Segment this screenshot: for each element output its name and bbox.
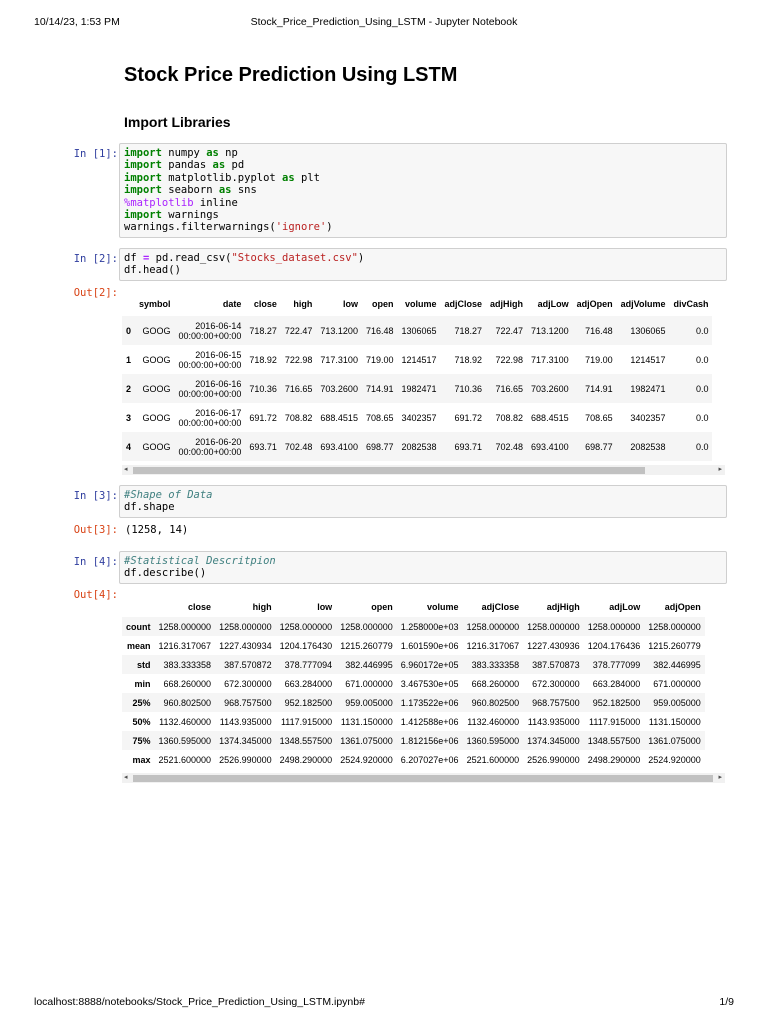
- table-cell: 722.98: [284, 354, 313, 365]
- table-cell: 1258.000000: [648, 621, 701, 632]
- table-cell: 693.71: [249, 441, 277, 452]
- table-cell: 2498.290000: [279, 754, 333, 765]
- column-header: adjVolume: [620, 299, 666, 309]
- shape-output: (1258, 14): [125, 524, 189, 536]
- code-cell-shape[interactable]: #Shape of Data df.shape: [119, 485, 727, 518]
- table-cell: 1117.915000: [280, 716, 333, 727]
- table-cell: 1258.000000: [219, 621, 272, 632]
- table-cell: 2082538: [401, 441, 437, 452]
- section-heading: Import Libraries: [124, 114, 231, 130]
- table-cell: 698.77: [585, 441, 613, 452]
- table-cell: 698.77: [365, 441, 394, 452]
- column-header: adjLow: [537, 299, 569, 309]
- table-cell: 1214517: [630, 354, 666, 365]
- table-cell: 3.467530e+05: [400, 678, 459, 689]
- table-cell: 968.757500: [224, 697, 272, 708]
- table-cell: 1258.000000: [340, 621, 393, 632]
- table-row: [122, 731, 705, 750]
- table-cell: 2524.920000: [340, 754, 393, 765]
- table-cell: 671.000000: [345, 678, 393, 689]
- table-cell: 1982471: [401, 383, 437, 394]
- table-cell: 668.260000: [163, 678, 212, 689]
- column-header: adjLow: [609, 602, 641, 612]
- table-cell: 3402357: [630, 412, 666, 423]
- table-cell: 717.3100: [531, 354, 569, 365]
- row-index: 1: [126, 354, 132, 365]
- head-output-table: [122, 292, 725, 462]
- table-cell: 663.284000: [592, 678, 641, 689]
- date-time: 00:00:00+00:00: [178, 388, 242, 399]
- table-cell: 952.182500: [592, 697, 641, 708]
- table-cell: 1982471: [630, 383, 666, 394]
- table-cell: 1204.176436: [587, 640, 641, 651]
- table-cell: 6.207027e+06: [400, 754, 459, 765]
- column-header: close: [253, 299, 277, 309]
- table-cell: 688.4515: [320, 412, 358, 423]
- row-index: 2: [126, 383, 132, 394]
- table-cell: 1258.000000: [158, 621, 212, 632]
- table-row: [122, 693, 705, 712]
- date-day: 2016-06-16: [195, 378, 242, 389]
- cell-date: [175, 403, 246, 432]
- row-stat-label: 25%: [132, 697, 151, 708]
- input-prompt: In [3]:: [73, 490, 118, 502]
- cell-date: [175, 345, 246, 374]
- column-header: adjClose: [444, 299, 483, 309]
- table-cell: 1.412588e+06: [400, 716, 459, 727]
- table-cell: 2521.600000: [158, 754, 212, 765]
- table-cell: 959.005000: [345, 697, 393, 708]
- cell-symbol: GOOG: [142, 354, 171, 365]
- input-prompt: In [2]:: [73, 253, 118, 265]
- table-cell: 713.1200: [531, 325, 569, 336]
- column-header: open: [371, 299, 394, 309]
- table-cell: 702.48: [495, 441, 524, 452]
- table-cell: 1360.595000: [466, 735, 520, 746]
- table-cell: 702.48: [284, 441, 313, 452]
- table-cell: 714.91: [365, 383, 394, 394]
- date-day: 2016-06-14: [195, 320, 242, 331]
- table-cell: 719.00: [585, 354, 613, 365]
- table-cell: 1348.557500: [279, 735, 333, 746]
- column-header: low: [342, 299, 358, 309]
- print-url: localhost:8888/notebooks/Stock_Price_Prediction_Using_LSTM.ipynb#: [34, 996, 365, 1008]
- table-cell: 714.91: [585, 383, 613, 394]
- table-row: [122, 374, 712, 403]
- horizontal-scrollbar[interactable]: [122, 773, 725, 783]
- table-cell: 716.65: [495, 383, 524, 394]
- table-cell: 1.173522e+06: [400, 697, 459, 708]
- notebook-title: Stock Price Prediction Using LSTM: [124, 64, 458, 86]
- table-cell: 1258.000000: [527, 621, 580, 632]
- row-index: 3: [126, 412, 132, 423]
- input-prompt: In [1]:: [73, 148, 118, 160]
- table-cell: 671.000000: [653, 678, 701, 689]
- table-cell: 672.300000: [532, 678, 580, 689]
- output-prompt: Out[3]:: [73, 524, 118, 536]
- column-header: symbol: [139, 299, 171, 309]
- table-cell: 378.777099: [592, 659, 641, 670]
- table-cell: 2082538: [630, 441, 666, 452]
- table-cell: 1215.260779: [648, 640, 701, 651]
- scroll-left-icon[interactable]: ◂: [124, 774, 128, 781]
- table-cell: 710.36: [454, 383, 483, 394]
- column-header: adjOpen: [576, 299, 613, 309]
- table-cell: 718.92: [249, 354, 277, 365]
- table-cell: 1214517: [401, 354, 437, 365]
- cell-symbol: GOOG: [142, 412, 171, 423]
- print-title: Stock_Price_Prediction_Using_LSTM - Jupyter Notebook: [250, 16, 518, 28]
- table-cell: 960.802500: [163, 697, 212, 708]
- table-cell: 2521.600000: [466, 754, 520, 765]
- table-cell: 1132.460000: [467, 716, 520, 727]
- table-cell: 718.92: [454, 354, 483, 365]
- table-cell: 722.47: [495, 325, 524, 336]
- table-cell: 1361.075000: [340, 735, 393, 746]
- table-cell: 968.757500: [532, 697, 580, 708]
- table-cell: 1132.460000: [159, 716, 212, 727]
- table-row: [122, 750, 705, 769]
- table-cell: 1.258000e+03: [400, 621, 459, 632]
- table-cell: 716.65: [284, 383, 313, 394]
- print-header: [34, 16, 734, 30]
- table-cell: 1258.000000: [587, 621, 641, 632]
- cell-symbol: GOOG: [142, 441, 171, 452]
- scrollbar-thumb[interactable]: [133, 775, 713, 782]
- table-row: [122, 636, 705, 655]
- row-stat-label: max: [132, 754, 151, 765]
- table-row: [122, 403, 712, 432]
- table-cell: 383.333358: [163, 659, 212, 670]
- table-cell: 713.1200: [320, 325, 358, 336]
- cell-date: [175, 316, 246, 345]
- table-cell: 382.446995: [653, 659, 701, 670]
- column-header: [122, 292, 135, 316]
- cell-date: [175, 432, 246, 461]
- table-cell: 1131.150000: [648, 716, 701, 727]
- table-cell: 1215.260779: [340, 640, 393, 651]
- cell-symbol: GOOG: [142, 325, 171, 336]
- table-cell: 952.182500: [284, 697, 333, 708]
- table-cell: 1131.150000: [340, 716, 393, 727]
- table-cell: 1227.430936: [527, 640, 580, 651]
- table-cell: 1360.595000: [158, 735, 212, 746]
- table-row: [122, 345, 712, 374]
- table-cell: 1306065: [401, 325, 437, 336]
- table-cell: 378.777094: [284, 659, 333, 670]
- scroll-right-icon[interactable]: ▸: [718, 466, 722, 473]
- column-header: low: [317, 602, 333, 612]
- table-cell: 1348.557500: [587, 735, 641, 746]
- date-time: 00:00:00+00:00: [178, 359, 242, 370]
- column-header: open: [371, 602, 393, 612]
- column-header: adjHigh: [546, 602, 580, 612]
- table-cell: 718.27: [454, 325, 483, 336]
- table-cell: 716.48: [365, 325, 394, 336]
- date-day: 2016-06-20: [195, 436, 242, 447]
- table-cell: 708.65: [365, 412, 394, 423]
- table-row: [122, 617, 705, 636]
- date-time: 00:00:00+00:00: [178, 330, 242, 341]
- table-cell: 382.446995: [345, 659, 393, 670]
- table-row: [122, 655, 705, 674]
- table-cell: 1216.317067: [466, 640, 520, 651]
- table-cell: 1306065: [630, 325, 666, 336]
- describe-output-table: [122, 597, 725, 769]
- output-prompt: Out[2]:: [73, 287, 118, 299]
- table-cell: 387.570872: [224, 659, 272, 670]
- table-cell: 693.4100: [320, 441, 358, 452]
- table-cell: 1361.075000: [648, 735, 701, 746]
- table-cell: 703.2600: [320, 383, 358, 394]
- table-cell: 960.802500: [471, 697, 520, 708]
- table-cell: 722.47: [284, 325, 313, 336]
- table-cell: 0.0: [695, 412, 709, 423]
- column-header: high: [252, 602, 272, 612]
- table-cell: 959.005000: [653, 697, 701, 708]
- table-cell: 383.333358: [471, 659, 520, 670]
- table-cell: 1.601590e+06: [400, 640, 459, 651]
- column-header: [122, 597, 155, 617]
- table-cell: 2526.990000: [527, 754, 580, 765]
- table-cell: 708.65: [585, 412, 613, 423]
- column-header: volume: [405, 299, 437, 309]
- cell-date: [175, 374, 246, 403]
- row-stat-label: std: [137, 659, 151, 670]
- table-cell: 708.82: [284, 412, 313, 423]
- scroll-left-icon[interactable]: ◂: [124, 466, 128, 473]
- table-cell: 3402357: [401, 412, 437, 423]
- table-cell: 718.27: [249, 325, 277, 336]
- table-row: [122, 712, 705, 731]
- table-cell: 668.260000: [471, 678, 520, 689]
- table-cell: 0.0: [695, 383, 709, 394]
- code-cell-imports[interactable]: import numpy as np import pandas as pd import matplotlib.pyplot as plt import seaborn as sns %matplotlib inline import warnings warnings.filterwarnings('ignore'): [119, 143, 727, 238]
- table-cell: 1204.176430: [279, 640, 333, 651]
- column-header: divCash: [673, 299, 709, 309]
- table-cell: 1117.915000: [589, 716, 641, 727]
- output-prompt: Out[4]:: [73, 589, 118, 601]
- code-cell-read-csv[interactable]: df = pd.read_csv("Stocks_dataset.csv") df.head(): [119, 248, 727, 281]
- date-day: 2016-06-17: [195, 407, 242, 418]
- table-cell: 1258.000000: [279, 621, 333, 632]
- table-row: [122, 316, 712, 345]
- row-stat-label: 50%: [132, 716, 151, 727]
- table-cell: 722.98: [495, 354, 524, 365]
- date-day: 2016-06-15: [195, 349, 242, 360]
- row-index: 4: [126, 441, 132, 452]
- table-cell: 1143.935000: [219, 716, 272, 727]
- table-cell: 1258.000000: [466, 621, 520, 632]
- row-stat-label: 75%: [132, 735, 151, 746]
- code-cell-describe[interactable]: #Statistical Descritpion df.describe(): [119, 551, 727, 584]
- table-cell: 717.3100: [320, 354, 358, 365]
- column-header: volume: [427, 602, 459, 612]
- table-row: [122, 674, 705, 693]
- table-cell: 672.300000: [224, 678, 272, 689]
- row-stat-label: count: [126, 621, 151, 632]
- table-cell: 703.2600: [531, 383, 569, 394]
- table-cell: 6.960172e+05: [400, 659, 459, 670]
- table-cell: 1216.317067: [158, 640, 212, 651]
- cell-symbol: GOOG: [142, 383, 171, 394]
- table-cell: 693.71: [454, 441, 483, 452]
- table-cell: 0.0: [695, 441, 709, 452]
- column-header: close: [188, 602, 212, 612]
- table-cell: 0.0: [695, 325, 709, 336]
- row-stat-label: mean: [126, 640, 151, 651]
- table-cell: 1374.345000: [527, 735, 580, 746]
- table-cell: 719.00: [365, 354, 394, 365]
- table-cell: 691.72: [454, 412, 483, 423]
- table-cell: 1374.345000: [219, 735, 272, 746]
- table-cell: 1.812156e+06: [400, 735, 459, 746]
- date-time: 00:00:00+00:00: [178, 446, 242, 457]
- print-datetime: 10/14/23, 1:53 PM: [34, 16, 120, 28]
- column-header: adjOpen: [664, 602, 701, 612]
- input-prompt: In [4]:: [73, 556, 118, 568]
- table-cell: 663.284000: [284, 678, 333, 689]
- table-row: [122, 432, 712, 461]
- column-header: adjHigh: [490, 299, 524, 309]
- table-cell: 2498.290000: [587, 754, 641, 765]
- column-header: high: [293, 299, 313, 309]
- column-header: adjClose: [481, 602, 520, 612]
- table-cell: 1227.430934: [219, 640, 272, 651]
- table-cell: 387.570873: [532, 659, 580, 670]
- table-cell: 1143.935000: [527, 716, 580, 727]
- table-cell: 716.48: [585, 325, 613, 336]
- table-cell: 691.72: [249, 412, 277, 423]
- table-cell: 693.4100: [531, 441, 569, 452]
- page-number: 1/9: [719, 996, 734, 1008]
- table-cell: 2524.920000: [648, 754, 701, 765]
- date-time: 00:00:00+00:00: [178, 417, 242, 428]
- table-cell: 710.36: [249, 383, 277, 394]
- row-index: 0: [126, 325, 132, 336]
- table-cell: 708.82: [495, 412, 524, 423]
- table-cell: 2526.990000: [219, 754, 272, 765]
- scrollbar-thumb[interactable]: [133, 467, 645, 474]
- table-cell: 688.4515: [531, 412, 569, 423]
- row-stat-label: min: [134, 678, 151, 689]
- table-cell: 0.0: [695, 354, 709, 365]
- horizontal-scrollbar[interactable]: [122, 465, 725, 475]
- scroll-right-icon[interactable]: ▸: [718, 774, 722, 781]
- column-header: date: [222, 299, 242, 309]
